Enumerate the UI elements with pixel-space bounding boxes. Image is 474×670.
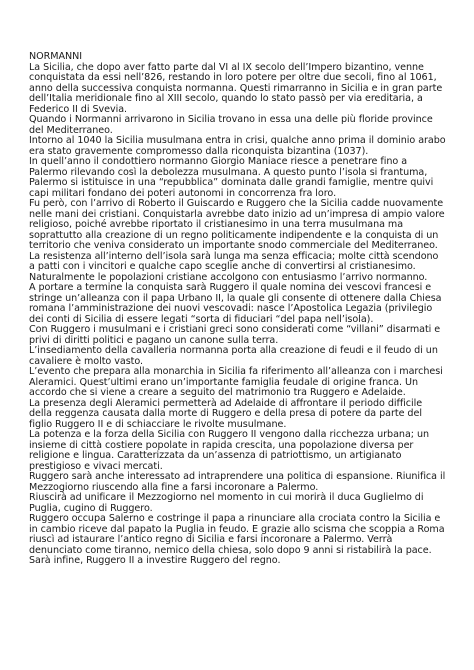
- paragraph-roberto-guiscardo: Fu però, con l’arrivo di Roberto il Guiscardo e Ruggero che la Sicilia cadde nuovamente nelle mani dei cristiani. Conquistarla avrebbe dato inizio ad un’impresa di ampio valore religioso, poiché avrebbe riportato il cristianesimo in una terra musulmana ma soprattutto alla creazione di un regno politicamente indipendente e la conquista di un territorio che veniva considerato un importante snodo commerciale del Mediterraneo.: [29, 198, 445, 251]
- paragraph-giorgio-maniace: In quell’anno il condottiero normanno Giorgio Maniace riesce a penetrare fino a Palermo rilevando così la debolezza musulmana. A questo punto l’isola si frantuma, Palermo si istituisce in una “repubblica” dominata dalle grandi famiglie, mentre quivi capi militari fondano dei poteri autonomi in concorrenza fra loro.: [29, 156, 434, 199]
- document-title: NORMANNI: [29, 51, 83, 62]
- paragraph-adelaide: La presenza degli Aleramici permetterà ad Adelaide di affrontare il periodo difficile della reggenza causata dalla morte di Ruggero e della presa di potere da parte del figlio Ruggero II e di schiacciare le rivolte musulmane.: [29, 397, 423, 430]
- paragraph-cavalleria: L’insediamento della cavalleria normanna porta alla creazione di feudi e il feudo di un cavaliere è molto vasto.: [29, 345, 438, 367]
- paragraph-guglielmo: Riuscirà ad unificare il Mezzogiorno nel momento in cui morirà il duca Guglielmo di Puglia, cugino di Ruggero.: [29, 492, 424, 514]
- paragraph-apostolica-legazia: A portare a termine la conquista sarà Ruggero il quale nomina dei vescovi francesi e stringe un’alleanza con il papa Urbano II, la quale gli consente di ottenere dalla Chiesa romana l’amministrazione dei nuovi vescovadi: nasce l’Apostolica Legazia (privilegio dei conti di Sicilia di essere legati “sorta di fiduciari “del papa nell’isola).: [29, 282, 442, 325]
- paragraph-arrivo-normanni: Quando i Normanni arrivarono in Sicilia trovano in essa una delle più floride province del Mediterraneo.: [29, 114, 433, 136]
- paragraph-sicilia-bizantina: La Sicilia, che dopo aver fatto parte dal VI al IX secolo dell’Impero bizantino, venne conquistata da essi nell’826, restando in loro potere per oltre due secoli, fino al 1061, anno della successiva conquista normanna. Questi rimarranno in Sicilia e in gran parte dell’Italia meridionale fino al XIII secolo, quando lo stato passò per via ereditaria, a Federico II di Svevia.: [29, 61, 443, 115]
- paragraph-aleramici: L’evento che prepara alla monarchia in Sicilia fa riferimento all’alleanza con i marchesi Aleramici. Quest’ultimi erano un’importante famiglia feudale di origine franca. Un accordo che si viene a creare a seguito del matrimonio tra Ruggero e Adelaide.: [29, 366, 443, 398]
- paragraph-ruggero-ii: La potenza e la forza della Sicilia con Ruggero II vengono dalla ricchezza urbana; un insieme di città costiere popolate in rapida crescita, una popolazione diversa per religione e lingua. Caratterizzata da un’assenza di patriottismo, un artigianato prestigioso e vivaci mercati.: [29, 429, 430, 472]
- document-body: [29, 52, 447, 567]
- paragraph-resistenza: La resistenza all’interno dell’isola sarà lunga ma senza efficacia; molte città scendono a patti con i vincitori e qualche capo sceglie anche di convertirsi al cristianesimo. Naturalmente le popolazioni cristiane accolgono con entusiasmo l’arrivo normanno.: [29, 250, 439, 283]
- paragraph-crisi-1040: Intorno al 1040 la Sicilia musulmana entra in crisi, qualche anno prima il dominio arabo era stato gravemente compromesso dalla riconquista bizantina (1037).: [29, 135, 446, 157]
- paragraph-salerno: Ruggero occupa Salerno e costringe il papa a rinunciare alla crociata contro la Sicilia e in cambio riceve dal papato la Puglia in feudo. E grazie allo scisma che scoppia a Roma riuscì ad istaurare l’antico regno di Sicilia e farsi incoronare a Palermo. Verrà denunciato come tiranno, nemico della chiesa, solo dopo 9 anni si ristabilirà la pace. Sarà infine, Ruggero II a investire Ruggero del regno.: [29, 513, 445, 566]
- paragraph-villani: Con Ruggero i musulmani e i cristiani greci sono considerati come “villani” disarmati e privi di diritti politici e pagano un canone sulla terra.: [29, 324, 441, 346]
- paragraph-espansione: Ruggero sarà anche interessato ad intraprendere una politica di espansione. Riunifica il Mezzogiorno riuscendo alla fine a farsi incoronare a Palermo.: [29, 471, 446, 493]
